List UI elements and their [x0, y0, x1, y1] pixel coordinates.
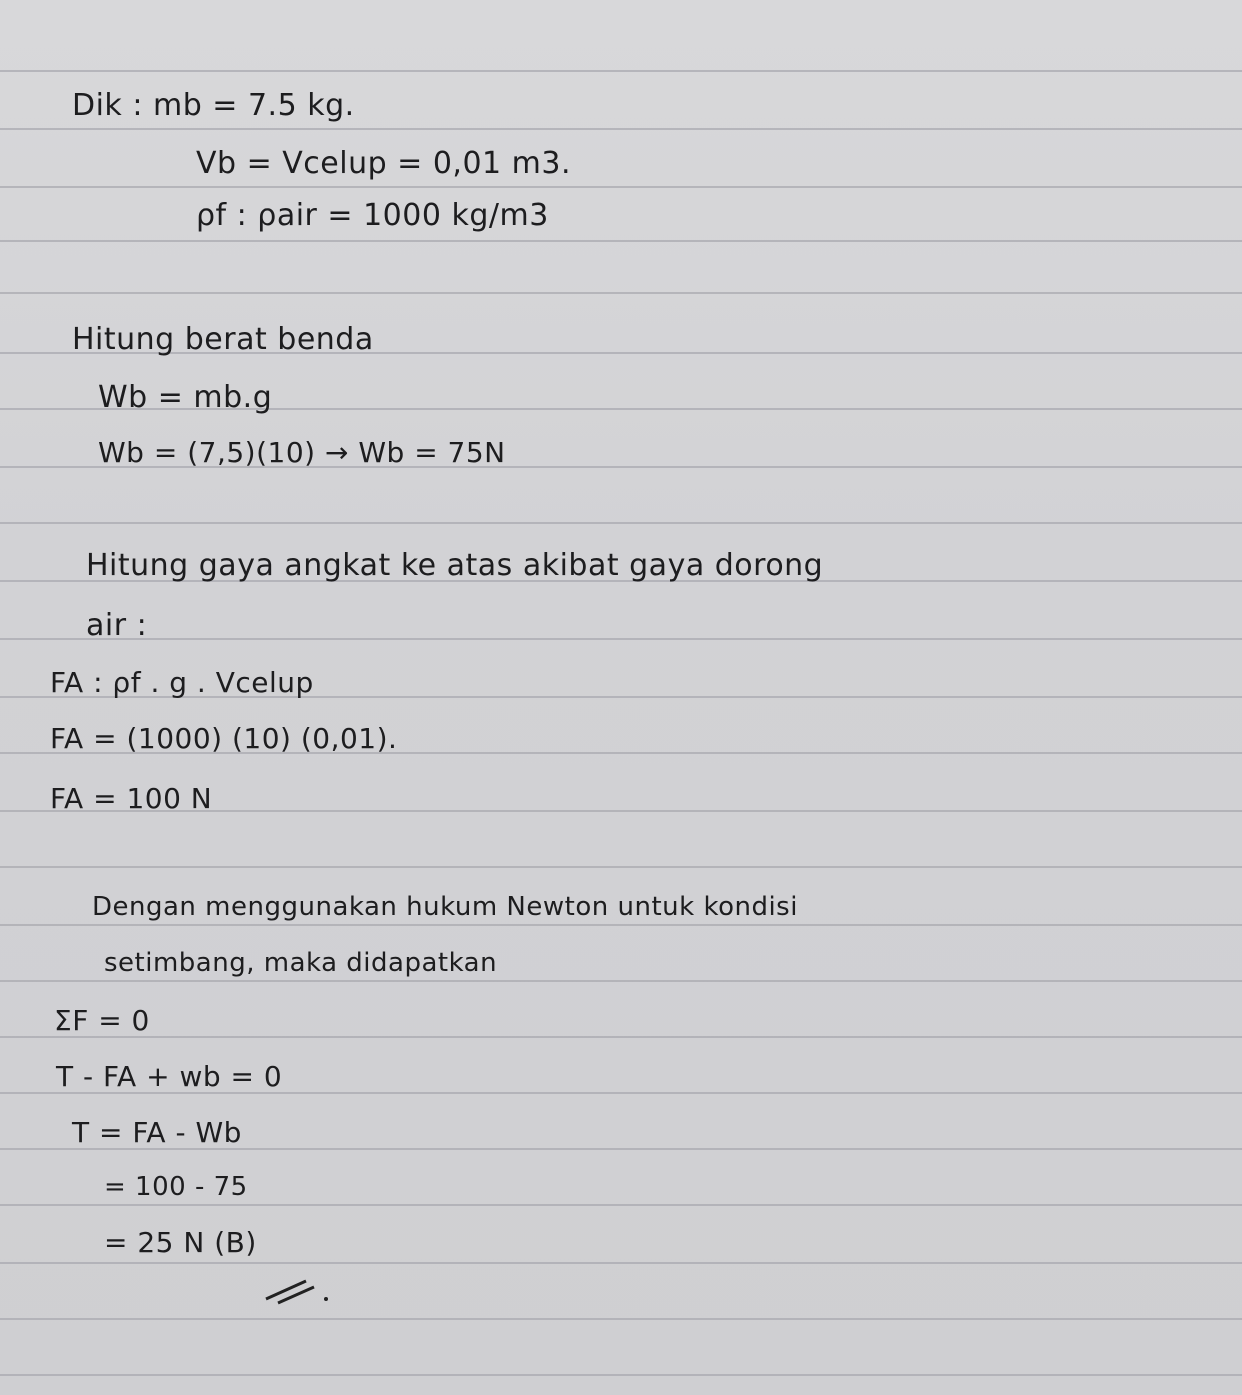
ruled-line — [0, 522, 1242, 524]
given-volume: Vb = Vcelup = 0,01 m3. — [196, 146, 572, 181]
buoyancy-substitution: FA = (1000) (10) (0,01). — [50, 722, 398, 755]
section-buoyancy-heading: Hitung gaya angkat ke atas akibat gaya dorong — [86, 548, 824, 583]
ruled-line — [0, 186, 1242, 188]
ruled-line — [0, 1036, 1242, 1038]
section-newton-heading-cont: setimbang, maka didapatkan — [104, 948, 498, 978]
tension-substitution: = 100 - 75 — [104, 1172, 248, 1202]
section-buoyancy-heading-cont: air : — [86, 608, 148, 643]
tension-formula: T = FA - Wb — [72, 1116, 242, 1149]
final-answer: = 25 N (B) — [104, 1226, 257, 1259]
ruled-line — [0, 1262, 1242, 1264]
weight-result: Wb = (7,5)(10) → Wb = 75N — [98, 436, 506, 469]
ruled-line — [0, 240, 1242, 242]
force-balance: T - FA + wb = 0 — [56, 1060, 283, 1093]
ruled-line — [0, 924, 1242, 926]
ruled-line — [0, 980, 1242, 982]
buoyancy-result: FA = 100 N — [50, 782, 213, 815]
ruled-line — [0, 1318, 1242, 1320]
ruled-line — [0, 638, 1242, 640]
ruled-line — [0, 70, 1242, 72]
given-density: ρf : ρair = 1000 kg/m3 — [196, 198, 549, 233]
ruled-line — [0, 128, 1242, 130]
section-newton-heading: Dengan menggunakan hukum Newton untuk kondisi — [92, 892, 798, 922]
ruled-line — [0, 292, 1242, 294]
buoyancy-formula: FA : ρf . g . Vcelup — [50, 666, 314, 699]
ruled-line — [0, 1374, 1242, 1376]
weight-formula: Wb = mb.g — [98, 380, 273, 415]
ruled-line — [0, 1204, 1242, 1206]
section-weight-heading: Hitung berat benda — [72, 322, 374, 357]
equilibrium-equation: ΣF = 0 — [54, 1004, 150, 1037]
double-underline-mark — [262, 1275, 332, 1305]
given-mass: Dik : mb = 7.5 kg. — [72, 88, 355, 123]
ruled-line — [0, 866, 1242, 868]
